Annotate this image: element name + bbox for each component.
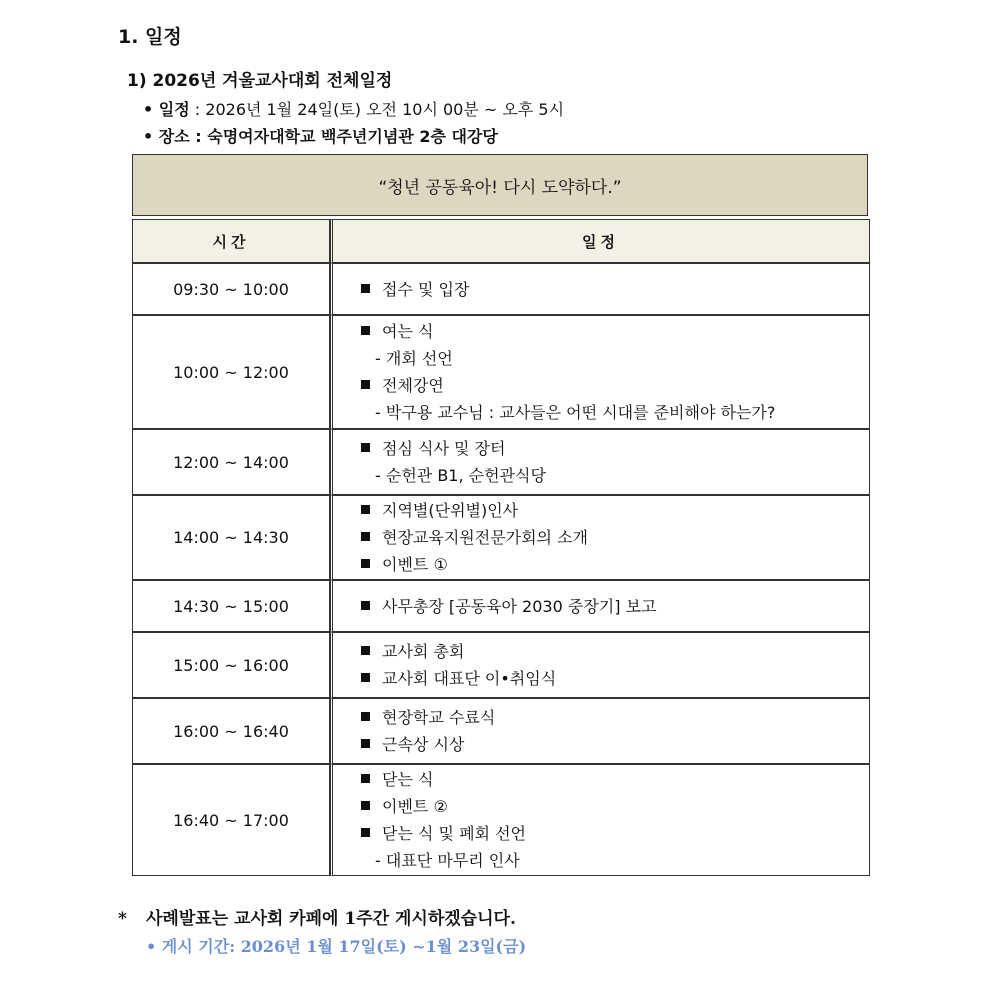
time-cell: 16:00 ~ 16:40 bbox=[132, 698, 330, 764]
square-bullet-icon bbox=[361, 739, 370, 748]
notice-line bbox=[118, 904, 516, 929]
square-bullet-icon bbox=[361, 443, 370, 452]
sub-item bbox=[361, 847, 868, 874]
table-row bbox=[132, 429, 870, 495]
schedule-column-header: 일정 bbox=[330, 219, 870, 263]
table-row bbox=[132, 632, 870, 698]
square-bullet-icon bbox=[361, 646, 370, 655]
item-text: 점심 식사 및 장터 bbox=[382, 439, 506, 458]
notice-text: 사례발표는 교사회 카페에 1주간 게시하겠습니다. bbox=[146, 909, 516, 929]
section-heading: 1. 일정 bbox=[118, 26, 182, 48]
item-text: 접수 및 입장 bbox=[382, 279, 470, 299]
list-item bbox=[361, 704, 868, 731]
item-text: 이벤트 ② bbox=[382, 797, 448, 816]
item-text: - 대표단 마무리 인사 bbox=[375, 851, 520, 870]
schedule-cell bbox=[330, 263, 870, 315]
sub-item bbox=[361, 399, 868, 426]
item-text: 현장교육지원전문가회의 소개 bbox=[382, 528, 589, 547]
item-text: 여는 식 bbox=[382, 322, 434, 341]
date-value: : 2026년 1월 24일(토) 오전 10시 00분 ~ 오후 5시 bbox=[189, 100, 565, 119]
list-item bbox=[361, 524, 868, 551]
list-item bbox=[361, 793, 868, 820]
schedule-body bbox=[132, 263, 870, 876]
table-row bbox=[132, 698, 870, 764]
place-line: • 장소 : 숙명여자대학교 백주년기념관 2층 대강당 bbox=[143, 127, 498, 146]
list-item bbox=[361, 372, 868, 399]
sub-item bbox=[361, 462, 868, 489]
list-item bbox=[361, 665, 868, 692]
item-text: 전체강연 bbox=[382, 376, 444, 395]
item-text: 닫는 식 bbox=[382, 770, 434, 789]
schedule-cell bbox=[330, 698, 870, 764]
item-text: - 순헌관 B1, 순헌관식당 bbox=[375, 466, 546, 485]
schedule-cell bbox=[330, 580, 870, 632]
time-cell: 10:00 ~ 12:00 bbox=[132, 315, 330, 429]
square-bullet-icon bbox=[361, 326, 370, 335]
item-text: - 개회 선언 bbox=[375, 349, 453, 368]
time-cell: 14:00 ~ 14:30 bbox=[132, 495, 330, 580]
table-row bbox=[132, 580, 870, 632]
square-bullet-icon bbox=[361, 673, 370, 682]
table-row bbox=[132, 263, 870, 315]
list-item bbox=[361, 731, 868, 758]
date-line bbox=[143, 97, 564, 120]
slogan-banner: “청년 공동육아! 다시 도약하다.” bbox=[132, 154, 868, 216]
square-bullet-icon bbox=[361, 774, 370, 783]
square-bullet-icon bbox=[361, 380, 370, 389]
item-text: 현장학교 수료식 bbox=[382, 708, 496, 727]
list-item bbox=[361, 766, 868, 793]
schedule-cell bbox=[330, 429, 870, 495]
posting-period: • 게시 기간: 2026년 1월 17일(토) ~1월 23일(금) bbox=[146, 937, 527, 956]
list-item bbox=[361, 593, 868, 620]
time-column-header: 시간 bbox=[132, 219, 330, 263]
date-label: • 일정 bbox=[143, 100, 190, 119]
table-row bbox=[132, 495, 870, 580]
schedule-table bbox=[132, 219, 870, 876]
schedule-cell bbox=[330, 632, 870, 698]
item-text: 교사회 대표단 이•취임식 bbox=[382, 669, 557, 688]
square-bullet-icon bbox=[361, 801, 370, 810]
list-item bbox=[361, 497, 868, 524]
schedule-cell bbox=[330, 315, 870, 429]
time-cell: 09:30 ~ 10:00 bbox=[132, 263, 330, 315]
schedule-cell bbox=[330, 764, 870, 876]
square-bullet-icon bbox=[361, 828, 370, 837]
schedule-cell bbox=[330, 495, 870, 580]
time-cell: 16:40 ~ 17:00 bbox=[132, 764, 330, 876]
sub-item bbox=[361, 345, 868, 372]
square-bullet-icon bbox=[361, 532, 370, 541]
time-cell: 14:30 ~ 15:00 bbox=[132, 580, 330, 632]
list-item bbox=[361, 276, 868, 303]
item-text: 지역별(단위별)인사 bbox=[382, 501, 519, 520]
asterisk-icon: * bbox=[118, 909, 127, 929]
item-text: - 박구용 교수님 : 교사들은 어떤 시대를 준비해야 하는가? bbox=[375, 403, 776, 422]
table-row bbox=[132, 315, 870, 429]
list-item bbox=[361, 820, 868, 847]
item-text: 닫는 식 및 폐회 선언 bbox=[382, 824, 526, 843]
item-text: 사무총장 [공동육아 2030 중장기] 보고 bbox=[382, 596, 657, 616]
square-bullet-icon bbox=[361, 601, 370, 610]
square-bullet-icon bbox=[361, 559, 370, 568]
item-text: 근속상 시상 bbox=[382, 735, 465, 754]
square-bullet-icon bbox=[361, 284, 370, 293]
subsection-heading: 1) 2026년 겨울교사대회 전체일정 bbox=[127, 71, 393, 91]
time-cell: 12:00 ~ 14:00 bbox=[132, 429, 330, 495]
list-item bbox=[361, 435, 868, 462]
list-item bbox=[361, 638, 868, 665]
square-bullet-icon bbox=[361, 505, 370, 514]
time-cell: 15:00 ~ 16:00 bbox=[132, 632, 330, 698]
square-bullet-icon bbox=[361, 712, 370, 721]
list-item bbox=[361, 551, 868, 578]
list-item bbox=[361, 318, 868, 345]
table-row bbox=[132, 764, 870, 876]
item-text: 이벤트 ① bbox=[382, 555, 448, 574]
item-text: 교사회 총회 bbox=[382, 642, 465, 661]
